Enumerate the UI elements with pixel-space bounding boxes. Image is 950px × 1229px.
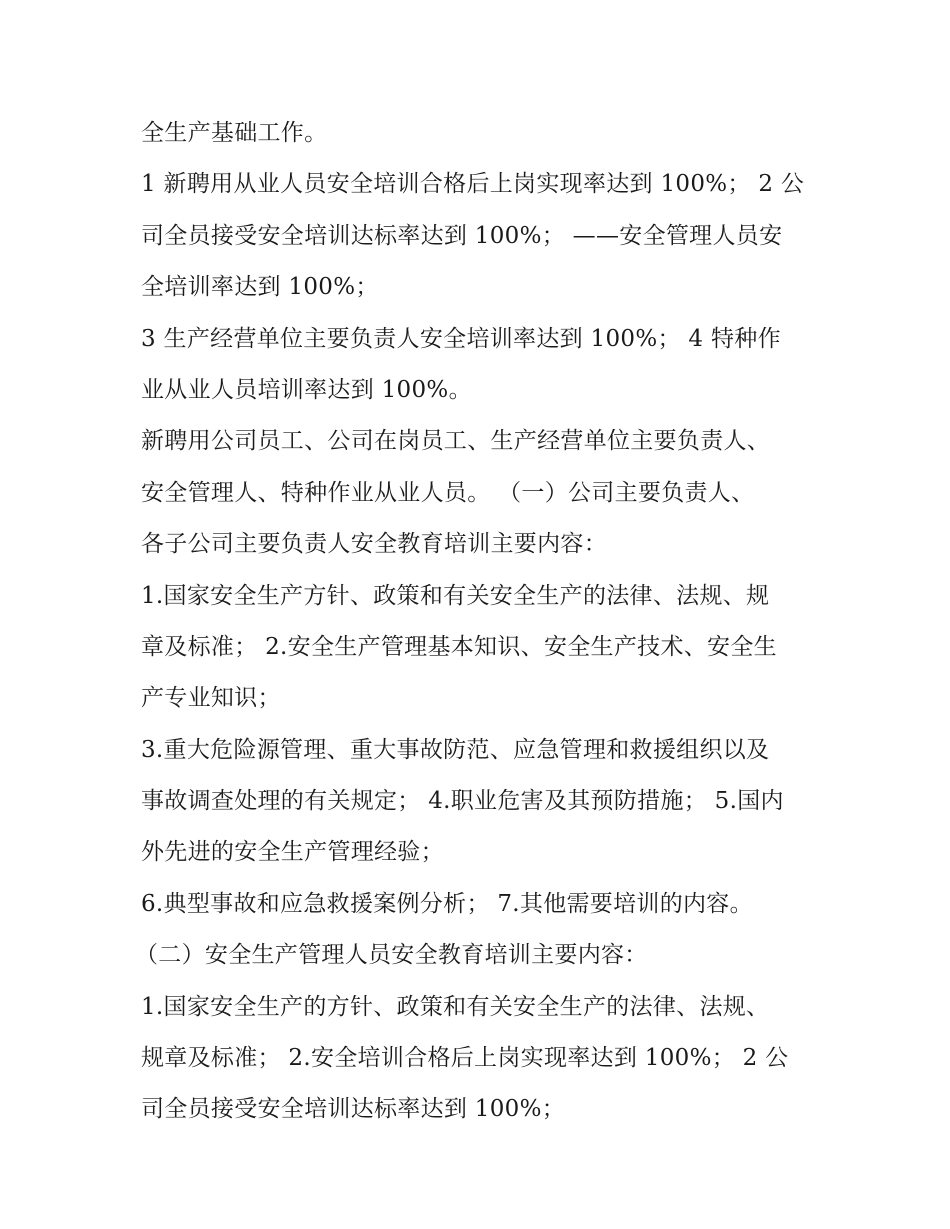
text-line: （二）安全生产管理人员安全教育培训主要内容：	[135, 942, 648, 969]
text-line: 各子公司主要负责人安全教育培训主要内容：	[141, 531, 607, 558]
text-line: 3 生产经营单位主要负责人安全培训率达到 100%； 4 特种作	[141, 325, 781, 352]
text-line: 3.重大危险源管理、重大事故防范、应急管理和救援组织以及	[141, 736, 770, 763]
text-line: 1.国家安全生产方针、政策和有关安全生产的法律、法规、规	[141, 582, 770, 609]
document-body	[135, 108, 821, 1136]
text-line: 全生产基础工作。	[141, 120, 328, 146]
text-line: 章及标准； 2.安全生产管理基本知识、安全生产技术、安全生	[141, 633, 777, 660]
text-line: 产专业知识；	[141, 685, 281, 712]
text-line: 6.典型事故和应急救援案例分析； 7.其他需要培训的内容。	[141, 890, 753, 917]
text-line: 1.国家安全生产的方针、政策和有关安全生产的法律、法规、	[141, 993, 770, 1020]
text-line: 司全员接受安全培训达标率达到 100%；	[141, 1096, 566, 1123]
text-line: 1 新聘用从业人员安全培训合格后上岗实现率达到 100%； 2 公	[141, 171, 805, 198]
text-line: 业从业人员培训率达到 100%。	[141, 376, 472, 403]
text-line: 安全管理人、特种作业从业人员。 （一）公司主要负责人、	[141, 479, 755, 506]
text-line: 外先进的安全生产管理经验；	[141, 839, 444, 866]
text-line: 全培训率达到 100%；	[141, 274, 379, 301]
text-line: 事故调查处理的有关规定； 4.职业危害及其预防措施； 5.国内	[141, 788, 784, 815]
text-line: 新聘用公司员工、公司在岗员工、生产经营单位主要负责人、	[141, 428, 771, 455]
text-line: 司全员接受安全培训达标率达到 100%； ——安全管理人员安	[141, 222, 783, 249]
text-line: 规章及标准； 2.安全培训合格后上岗实现率达到 100%； 2 公	[141, 1045, 789, 1072]
